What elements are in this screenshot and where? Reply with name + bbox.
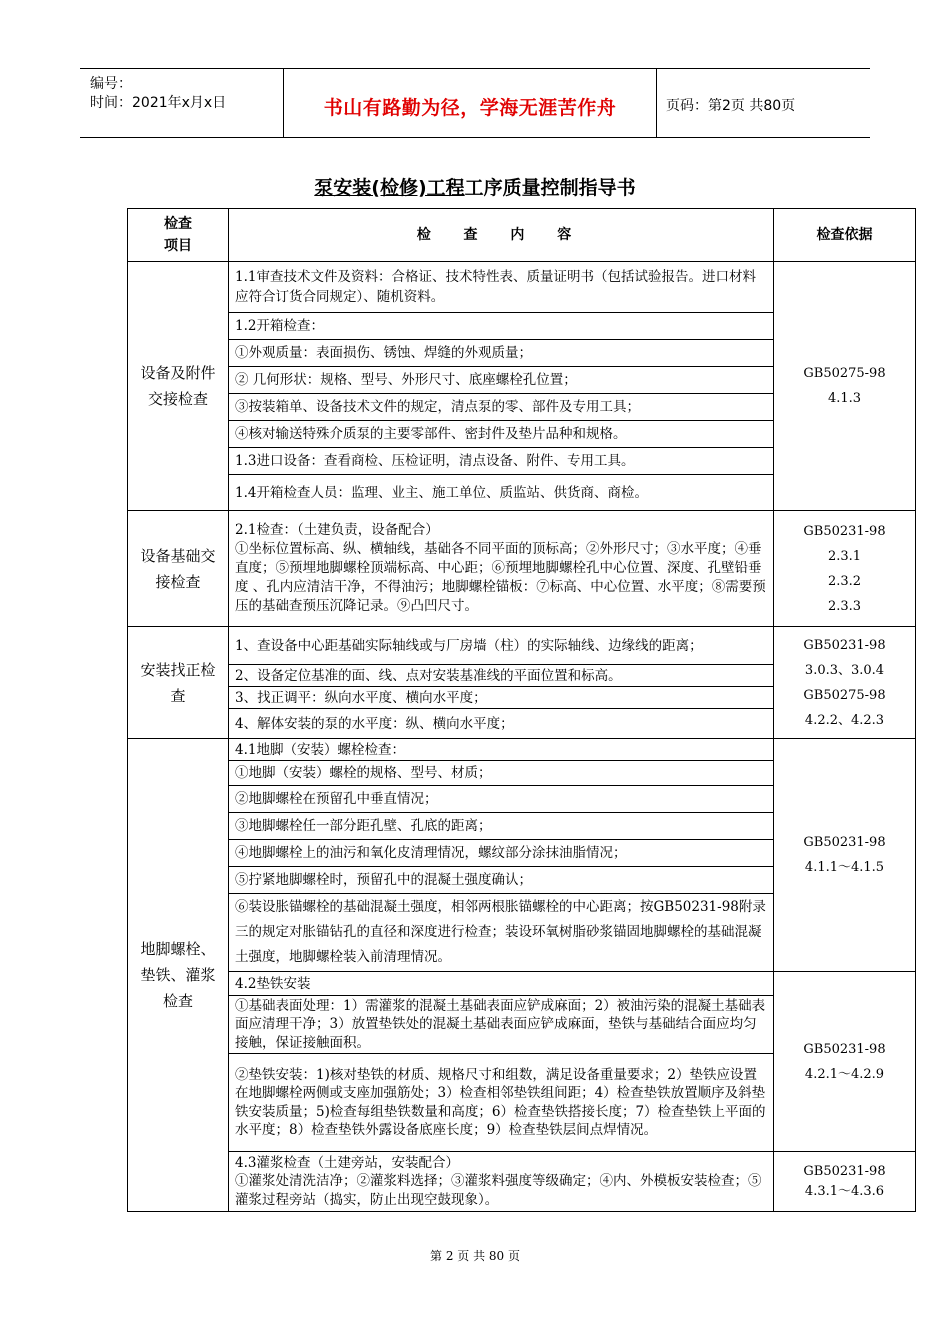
- title-underlined: 泵安装(检修)工程: [314, 177, 465, 199]
- content-cell: ② 几何形状：规格、型号、外形尺寸、底座螺栓孔位置；: [229, 367, 774, 394]
- content-cell: ⑤拧紧地脚螺栓时，预留孔中的混凝土强度确认；: [229, 867, 774, 894]
- header-motto: 书山有路勤为径，学海无涯苦作舟: [323, 97, 617, 119]
- basis-line: 4.2.1～4.2.9: [804, 1066, 885, 1082]
- basis-cell: [774, 511, 916, 627]
- header-motto-cell: [283, 69, 657, 137]
- content-cell: 2.1检查：（土建负责，设备配合） ①坐标位置标高、纵、横轴线，基础各不同平面的顶标高；②外形尺寸；③水平度；④垂直度；⑤预埋地脚螺栓顶端标高、中心距；⑥预埋地脚螺栓孔中心位置、深度、孔壁铅垂度 、孔内应清洁干净，不得油污；地脚螺栓锚板：⑦标高、中心位置、水平度；⑧需要预压的基础查预压沉降记录。⑨凸凹尺寸。: [229, 511, 774, 627]
- header-content: 检 查 内 容: [229, 209, 774, 262]
- page-footer: 第 2 页 共 80 页: [430, 1249, 520, 1263]
- header-page-number: 页码：第2页 共80页: [666, 98, 796, 114]
- content-cell: 4、解体安装的泵的水平度：纵、横向水平度；: [229, 709, 774, 739]
- basis-line: 2.3.2: [827, 573, 862, 589]
- content-cell: ⑥装设胀锚螺栓的基础混凝土强度，相邻两根胀锚螺栓的中心距离；按GB50231-98附录三的规定对胀锚钻孔的直径和深度进行检查；装设环氧树脂砂浆锚固地脚螺栓的基础混凝土强度，地脚螺栓装入前清理情况。: [229, 894, 774, 972]
- basis-cell: [774, 972, 916, 1152]
- basis-line: 4.1.1～4.1.5: [804, 860, 885, 875]
- content-cell: ③地脚螺栓任一部分距孔壁、孔底的距离；: [229, 813, 774, 840]
- table-header-row: [128, 209, 916, 262]
- content-cell: ③按装箱单、设备技术文件的规定，清点泵的零、部件及专用工具；: [229, 394, 774, 421]
- basis-line: 2.3.1: [827, 548, 862, 564]
- basis-line: GB50231-98: [803, 835, 886, 850]
- content-cell: ①基础表面处理：1）需灌浆的混凝土基础表面应铲成麻面；2）被油污染的混凝土基础表面应清理干净；3）放置垫铁处的混凝土基础表面应铲成麻面，垫铁与基础结合面应均匀接触，保证接触面积。: [229, 996, 774, 1054]
- content-cell: 4.3灌浆检查（土建旁站，安装配合） ①灌浆处清洗洁净；②灌浆料选择；③灌浆料强度等级确定；④内、外模板安装检查；⑤灌浆过程旁站（捣实，防止出现空鼓现象）。: [229, 1152, 774, 1212]
- content-cell: 2、设备定位基准的面、线、点对安装基准线的平面位置和标高。: [229, 665, 774, 687]
- basis-line: GB50231-98: [803, 637, 886, 653]
- title-rest: 工序质量控制指导书: [464, 177, 636, 199]
- item-alignment: 安装找正检查: [128, 627, 229, 739]
- content-cell: ②地脚螺栓在预留孔中垂直情况；: [229, 786, 774, 813]
- basis-line: 2.3.3: [827, 598, 862, 614]
- basis-line: 4.3.1～4.3.6: [804, 1183, 885, 1199]
- basis-line: GB50231-98: [803, 1163, 886, 1179]
- content-cell: ④地脚螺栓上的油污和氧化皮清理情况，螺纹部分涂抹油脂情况；: [229, 840, 774, 867]
- page-header: [80, 68, 870, 138]
- table-row: [128, 739, 916, 761]
- document-date: 时间：2021年x月x日: [90, 95, 227, 111]
- table-row: [128, 627, 916, 665]
- basis-line: 4.1.3: [827, 391, 862, 406]
- item-foundation-handover: 设备基础交接检查: [128, 511, 229, 627]
- header-meta-cell: [80, 69, 283, 137]
- content-cell: 3、找正调平：纵向水平度、横向水平度；: [229, 687, 774, 709]
- table-row: [128, 972, 916, 996]
- basis-line: GB50231-98: [803, 1041, 886, 1057]
- content-cell: ②垫铁安装：1)核对垫铁的材质、规格尺寸和组数，满足设备重量要求；2）垫铁应设置在地脚螺栓两侧或支座加强筋处；3）检查相邻垫铁组间距；4）检查垫铁放置顺序及斜垫铁安装质量；5)检查每组垫铁数量和高度；6）检查垫铁搭接长度；7）检查垫铁上平面的水平度；8）检查垫铁外露设备底座长度；9）检查垫铁层间点焊情况。: [229, 1054, 774, 1152]
- item-bolts-shims-grouting: 地脚螺栓、垫铁、灌浆检查: [128, 739, 229, 1212]
- content-cell: 4.2垫铁安装: [229, 972, 774, 996]
- item-equipment-handover: 设备及附件交接检查: [128, 262, 229, 511]
- document-title: [0, 173, 950, 200]
- header-item: 检查 项目: [128, 209, 229, 262]
- header-basis: 检查依据: [774, 209, 916, 262]
- basis-line: 4.2.2、4.2.3: [804, 712, 885, 728]
- content-cell: 4.1地脚（安装）螺栓检查：: [229, 739, 774, 761]
- content-cell: 1.1审查技术文件及资料：合格证、技术特性表、质量证明书（包括试验报告。进口材料应符合订货合同规定）、随机资料。: [229, 262, 774, 313]
- content-cell: ①地脚（安装）螺栓的规格、型号、材质；: [229, 761, 774, 786]
- basis-cell: [774, 1152, 916, 1212]
- basis-line: 3.0.3、3.0.4: [804, 662, 885, 678]
- table-row: [128, 262, 916, 313]
- content-cell: 1.3进口设备：查看商检、压检证明，清点设备、附件、专用工具。: [229, 448, 774, 475]
- table-row: [128, 511, 916, 627]
- document-number: 编号：: [90, 76, 132, 92]
- content-cell: ①外观质量：表面损伤、锈蚀、焊缝的外观质量；: [229, 340, 774, 367]
- content-cell: 1.4开箱检查人员：监理、业主、施工单位、质监站、供货商、商检。: [229, 475, 774, 511]
- inspection-table: [127, 208, 916, 1212]
- header-page-cell: [656, 69, 870, 137]
- basis-line: GB50275-98: [803, 366, 886, 381]
- basis-cell: [774, 739, 916, 972]
- content-cell: 1.2开箱检查：: [229, 313, 774, 340]
- basis-cell: [774, 627, 916, 739]
- table-row: [128, 1152, 916, 1212]
- content-cell: ④核对输送特殊介质泵的主要零部件、密封件及垫片品种和规格。: [229, 421, 774, 448]
- content-cell: 1、查设备中心距基础实际轴线或与厂房墙（柱）的实际轴线、边缘线的距离；: [229, 627, 774, 665]
- basis-cell: [774, 262, 916, 511]
- basis-line: GB50231-98: [803, 523, 886, 539]
- basis-line: GB50275-98: [803, 687, 886, 703]
